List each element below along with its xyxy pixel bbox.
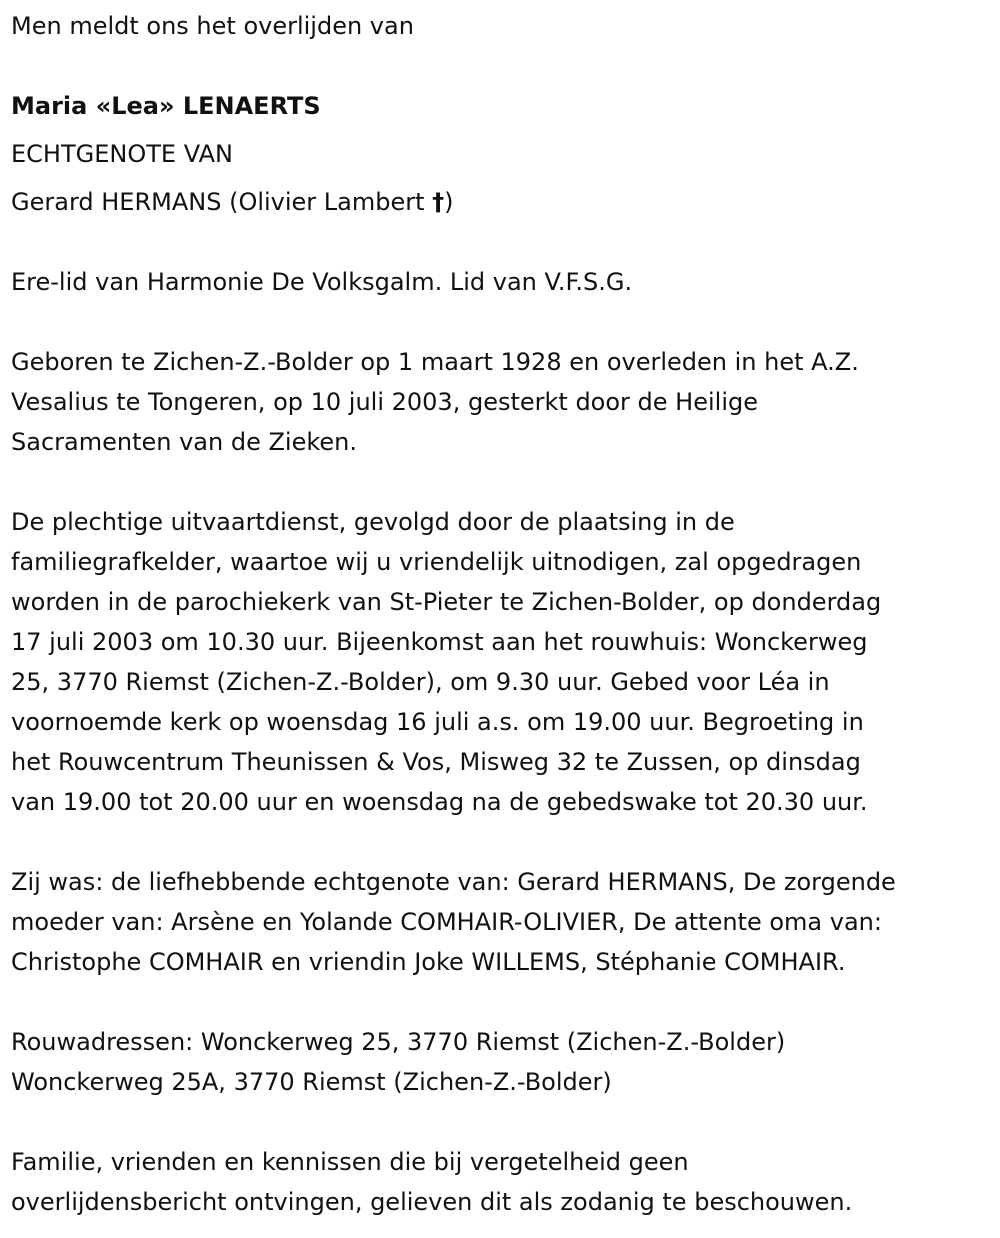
family-line: Christophe COMHAIR en vriendin Joke WILLEMS, Stéphanie COMHAIR. xyxy=(11,948,846,976)
address-line: Rouwadressen: Wonckerweg 25, 3770 Riemst (Zichen-Z.-Bolder) xyxy=(11,1028,786,1056)
address-line: Wonckerweg 25A, 3770 Riemst (Zichen-Z.-Bolder) xyxy=(11,1068,612,1096)
birth-paragraph xyxy=(11,342,859,462)
funeral-line: familiegrafkelder, waartoe wij u vriendelijk uitnodigen, zal opgedragen xyxy=(11,548,862,576)
funeral-line: 17 juli 2003 om 10.30 uur. Bijeenkomst aan het rouwhuis: Wonckerweg xyxy=(11,628,868,656)
family-line: Zij was: de liefhebbende echtgenote van: Gerard HERMANS, De zorgende xyxy=(11,868,896,896)
deceased-name: Maria «Lea» LENAERTS xyxy=(11,92,321,120)
cross-icon: † xyxy=(432,188,445,216)
closing-paragraph xyxy=(11,1142,852,1222)
funeral-line: van 19.00 tot 20.00 uur en woensdag na de gebedswake tot 20.30 uur. xyxy=(11,788,868,816)
birth-line: Sacramenten van de Zieken. xyxy=(11,428,357,456)
spouse-name: Gerard HERMANS (Olivier Lambert xyxy=(11,188,425,216)
spouse-close-paren: ) xyxy=(444,188,454,216)
closing-line: Familie, vrienden en kennissen die bij vergetelheid geen xyxy=(11,1148,689,1176)
funeral-line: 25, 3770 Riemst (Zichen-Z.-Bolder), om 9.30 uur. Gebed voor Léa in xyxy=(11,668,830,696)
funeral-paragraph xyxy=(11,502,881,822)
birth-line: Vesalius te Tongeren, op 10 juli 2003, gesterkt door de Heilige xyxy=(11,388,758,416)
spouse-line xyxy=(11,182,454,222)
addresses-paragraph xyxy=(11,1022,785,1102)
birth-line: Geboren te Zichen-Z.-Bolder op 1 maart 1928 en overleden in het A.Z. xyxy=(11,348,859,376)
closing-line: overlijdensbericht ontvingen, gelieven dit als zodanig te beschouwen. xyxy=(11,1188,853,1216)
funeral-line: worden in de parochiekerk van St-Pieter te Zichen-Bolder, op donderdag xyxy=(11,588,882,616)
funeral-line: voornoemde kerk op woensdag 16 juli a.s. om 19.00 uur. Begroeting in xyxy=(11,708,864,736)
spouse-title: ECHTGENOTE VAN xyxy=(11,140,233,168)
membership-line: Ere-lid van Harmonie De Volksgalm. Lid van V.F.S.G. xyxy=(11,268,633,296)
funeral-line: De plechtige uitvaartdienst, gevolgd door de plaatsing in de xyxy=(11,508,735,536)
family-paragraph xyxy=(11,862,896,982)
intro-line: Men meldt ons het overlijden van xyxy=(11,12,414,40)
family-line: moeder van: Arsène en Yolande COMHAIR-OLIVIER, De attente oma van: xyxy=(11,908,882,936)
funeral-line: het Rouwcentrum Theunissen & Vos, Misweg 32 te Zussen, op dinsdag xyxy=(11,748,861,776)
